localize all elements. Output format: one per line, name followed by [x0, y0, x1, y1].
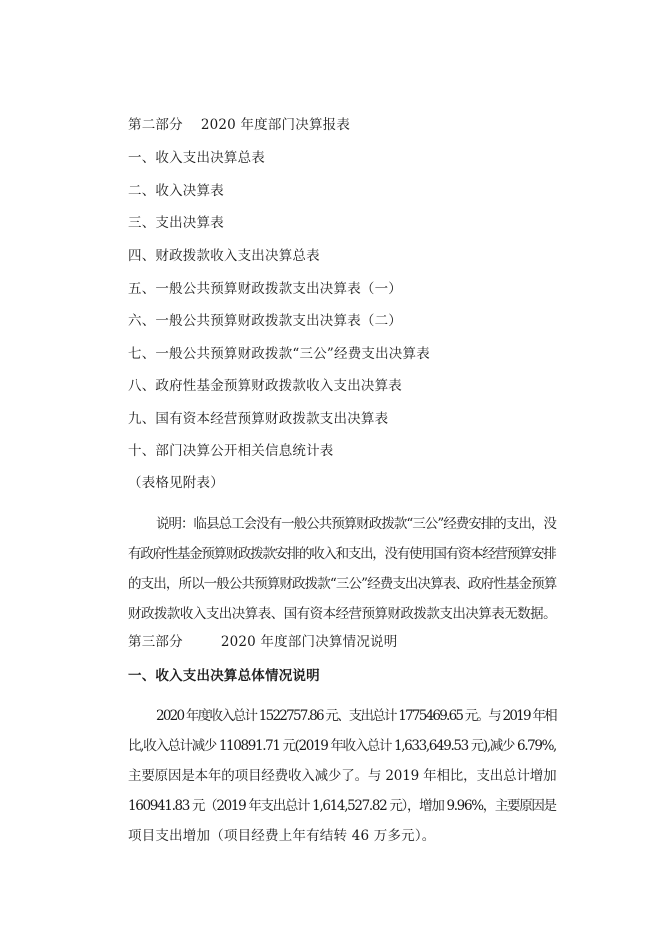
part2-heading-title: 2020 年度部门决算报表 — [200, 117, 351, 133]
part2-heading — [128, 117, 350, 133]
section1-line-3: 主要原因是本年的项目经费收入减少了。与 2019 年相比，支出总计增加 — [128, 768, 557, 784]
explanation-line-3: 的支出，所以一般公共预算财政拨款“三公”经费支出决算表、政府性基金预算 — [128, 576, 557, 592]
report-item-7: 七、一般公共预算财政拨款“三公”经费支出决算表 — [128, 346, 430, 362]
section1-line-5: 项目支出增加（项目经费上年有结转 46 万多元）。 — [128, 828, 436, 844]
part3-heading-title: 2020 年度部门决算情况说明 — [220, 634, 398, 650]
part3-heading — [128, 634, 397, 650]
section1-title: 一、收入支出决算总体情况说明 — [128, 668, 320, 684]
report-item-5: 五、一般公共预算财政拨款支出决算表（一） — [128, 281, 402, 297]
report-item-8: 八、政府性基金预算财政拨款收入支出决算表 — [128, 378, 402, 394]
report-item-6: 六、一般公共预算财政拨款支出决算表（二） — [128, 313, 402, 329]
report-item-3: 三、支出决算表 — [128, 215, 224, 231]
report-item-2: 二、收入决算表 — [128, 183, 224, 199]
section1-line-4: 160941.83 元（2019 年支出总计 1,614,527.82 元），增加 9.96%，主要原因是 — [128, 798, 556, 814]
explanation-line-4: 财政拨款收入支出决算表、国有资本经营预算财政拨款支出决算表无数据。 — [128, 606, 557, 622]
section1-line-2: 比,收入总计减少 110891.71 元(2019 年收入总计 1,633,649.53 元),减少 6.79%, — [128, 738, 556, 754]
report-item-1: 一、收入支出决算总表 — [128, 150, 265, 166]
explanation-line-2: 有政府性基金预算财政拨款安排的收入和支出，没有使用国有资本经营预算安排 — [128, 546, 556, 562]
report-item-10: 十、部门决算公开相关信息统计表 — [128, 443, 334, 459]
explanation-line-1: 说明：临县总工会没有一般公共预算财政拨款“三公”经费安排的支出，没 — [156, 516, 556, 532]
section1-line-1: 2020 年度收入总计 1522757.86 元、支出总计 1775469.65 元。与 2019 年相 — [156, 708, 556, 724]
table-note: （表格见附表） — [128, 475, 224, 491]
report-item-9: 九、国有资本经营预算财政拨款支出决算表 — [128, 411, 389, 427]
part2-heading-label: 第二部分 — [128, 117, 183, 133]
part3-heading-label: 第三部分 — [128, 634, 183, 650]
report-item-4: 四、财政拨款收入支出决算总表 — [128, 248, 320, 264]
